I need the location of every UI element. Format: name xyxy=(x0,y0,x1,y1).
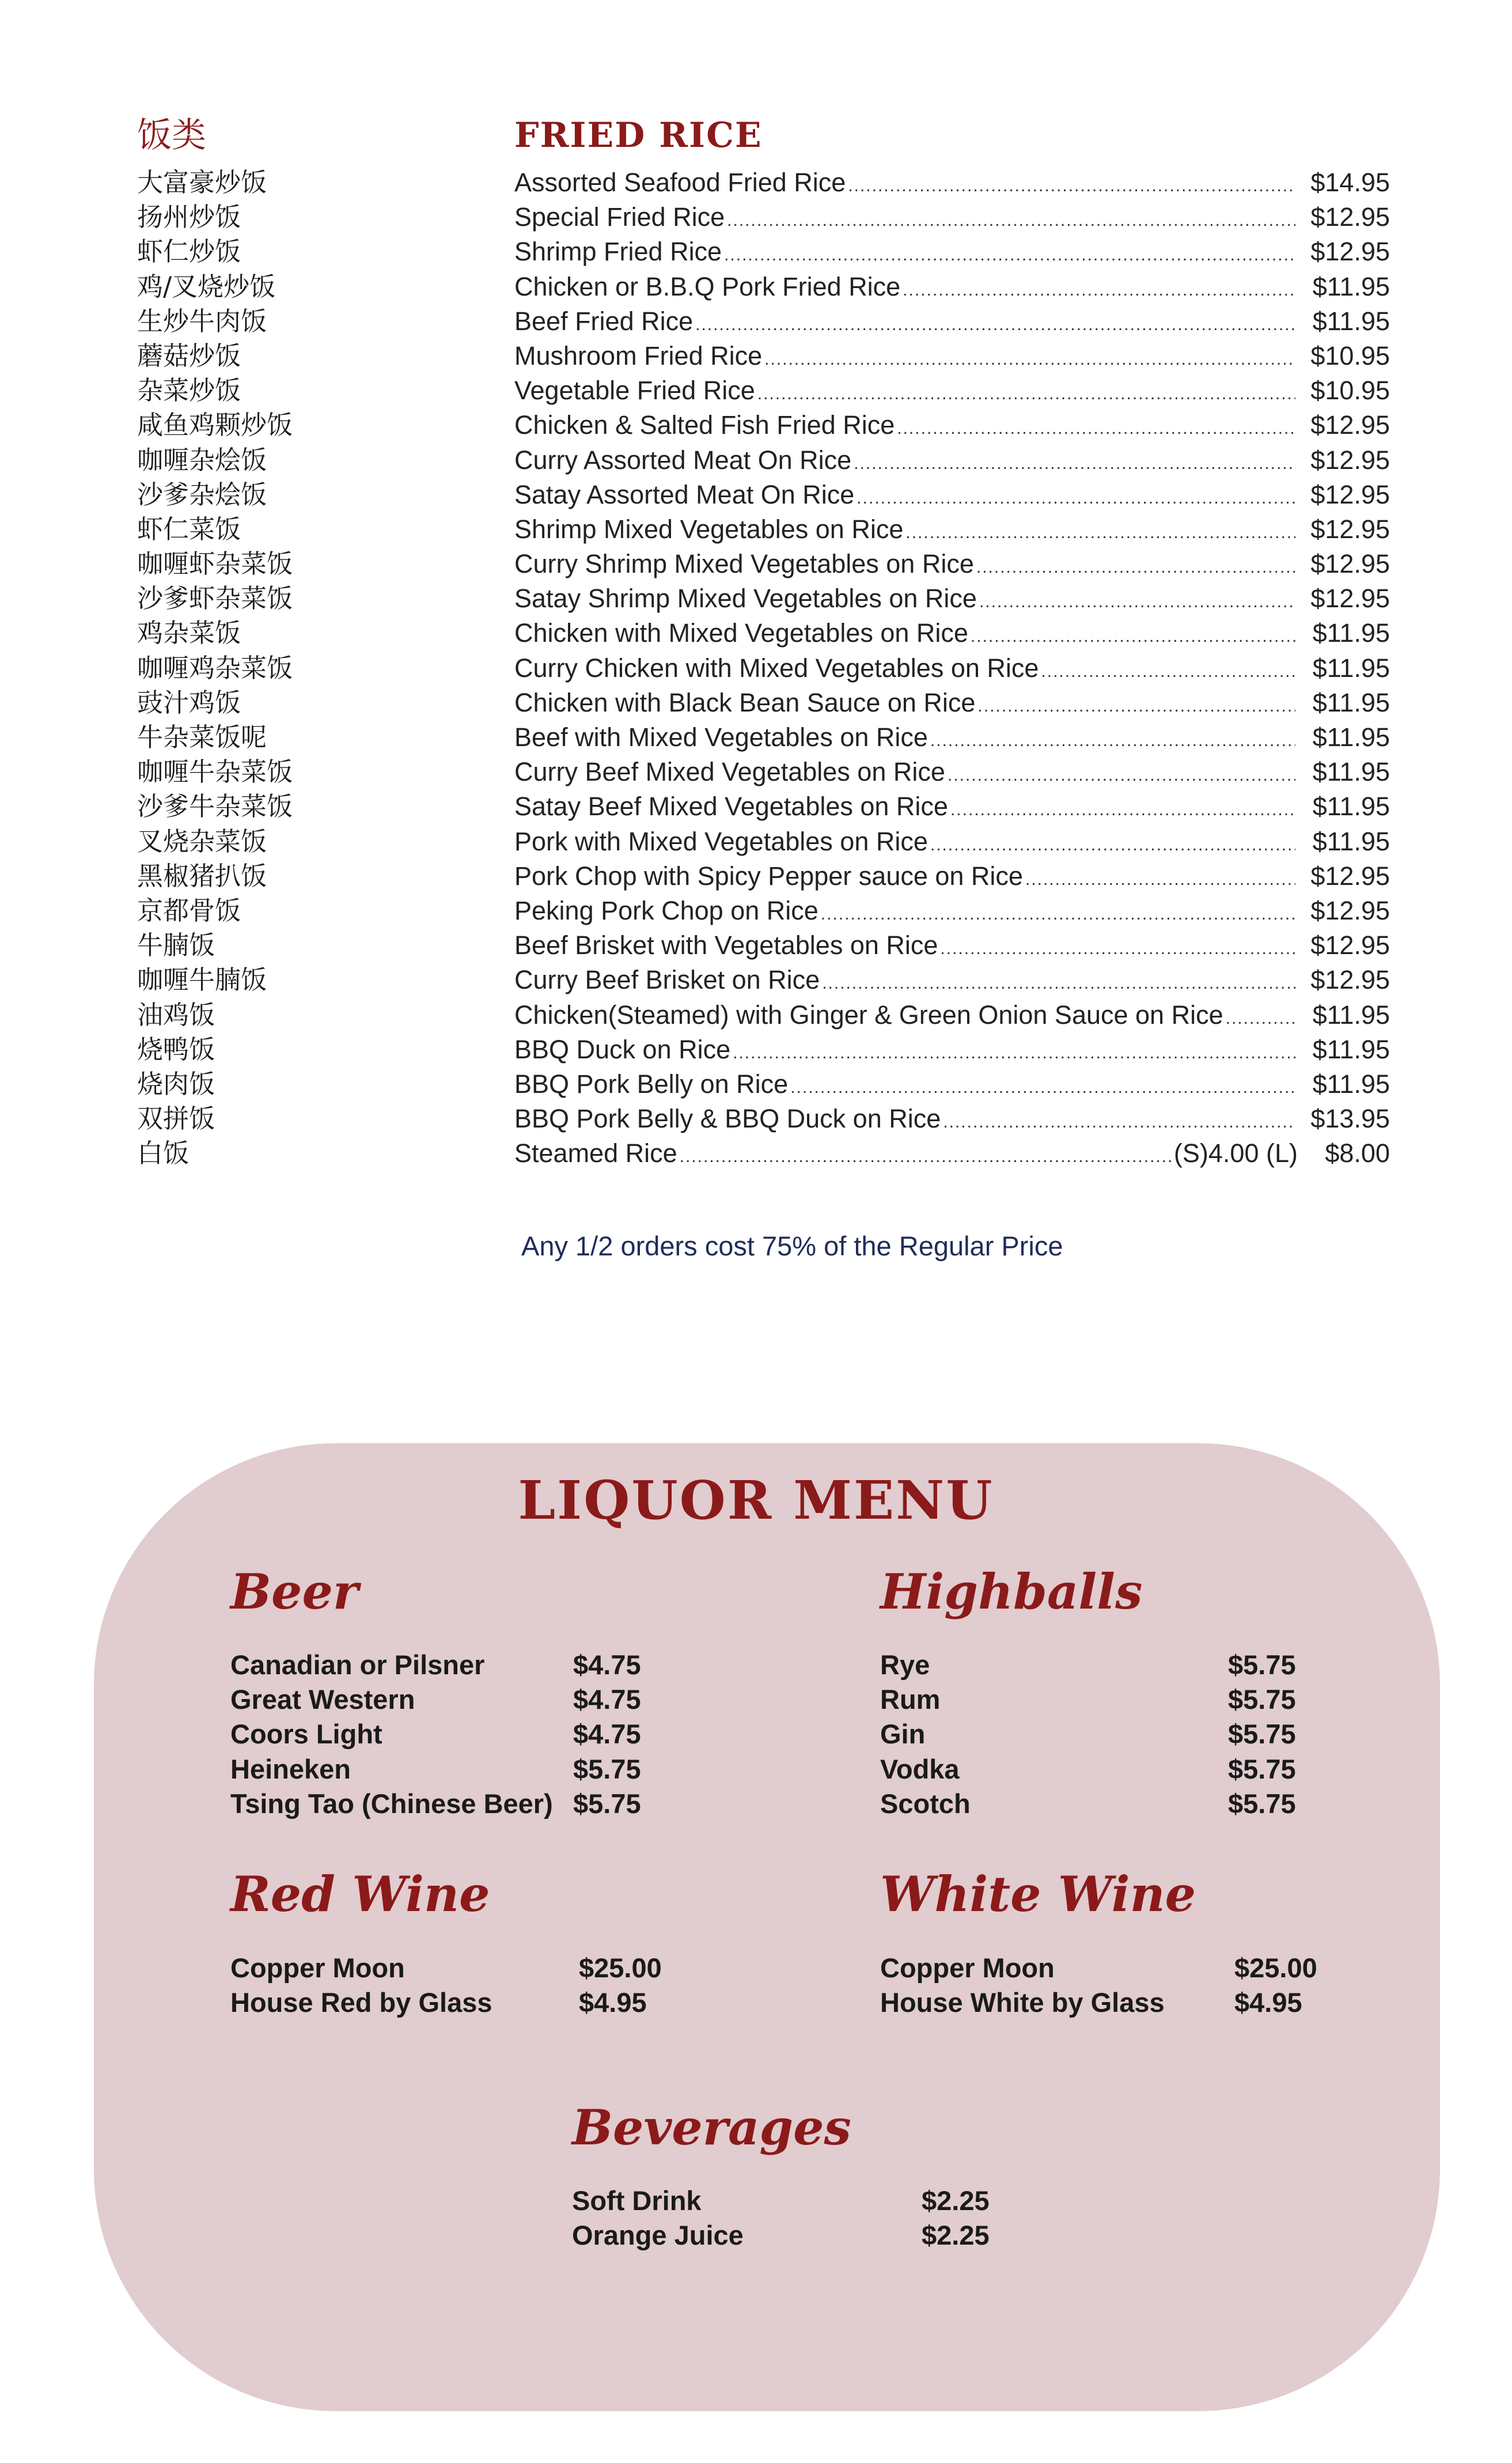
dish-chinese-name: 咖喱牛腩饭 xyxy=(137,964,267,996)
dish-english-name: Shrimp Mixed Vegetables on Rice xyxy=(514,514,904,544)
dish-english-name: Chicken & Salted Fish Fried Rice xyxy=(514,410,895,440)
dish-english-name: Peking Pork Chop on Rice xyxy=(514,895,818,925)
dot-leader xyxy=(854,454,1295,474)
dish-english-name: Steamed Rice xyxy=(514,1138,677,1168)
white-wine-title: White Wine xyxy=(880,1866,1196,1923)
rice-menu-row xyxy=(137,924,1390,961)
dish-chinese-name: 咖喱鸡杂菜饭 xyxy=(137,652,293,683)
dish-chinese-name: 鸡杂菜饭 xyxy=(137,618,241,649)
dish-english-line xyxy=(514,410,1298,440)
dish-english-line xyxy=(514,480,1298,510)
dish-english-name: BBQ Pork Belly & BBQ Duck on Rice xyxy=(514,1104,941,1134)
dish-chinese-name: 双拼饭 xyxy=(137,1103,215,1134)
dish-english-line xyxy=(514,861,1298,891)
rice-menu-row xyxy=(137,716,1390,752)
drink-name: Copper Moon xyxy=(230,1953,405,1983)
rice-menu-row xyxy=(137,161,1390,198)
drink-row xyxy=(230,1753,641,1788)
dish-price: $8.00 xyxy=(1325,1138,1390,1168)
drink-price: $4.75 xyxy=(573,1649,641,1680)
dish-english-line xyxy=(514,688,1298,718)
dish-price: $12.95 xyxy=(1310,237,1390,267)
dot-leader xyxy=(695,315,1295,335)
dish-english-name: Mushroom Fried Rice xyxy=(514,340,763,370)
dish-english-name: Curry Beef Mixed Vegetables on Rice xyxy=(514,757,945,787)
rice-menu-row xyxy=(137,369,1390,406)
drink-price: $5.75 xyxy=(1228,1753,1296,1784)
drink-row xyxy=(880,1788,1296,1822)
dish-price: $11.95 xyxy=(1312,653,1390,683)
drink-name: Vodka xyxy=(880,1753,960,1784)
dish-english-line xyxy=(514,653,1298,683)
highballs-title: Highballs xyxy=(880,1563,1143,1620)
dish-english-name: Beef with Mixed Vegetables on Rice xyxy=(514,722,928,752)
dish-english-line xyxy=(514,307,1298,336)
dish-price: $13.95 xyxy=(1310,1104,1390,1134)
drink-row xyxy=(230,1649,641,1683)
beer-list xyxy=(230,1649,641,1822)
drink-row xyxy=(880,1649,1296,1683)
drink-row xyxy=(230,1987,662,2021)
dot-leader xyxy=(977,697,1295,716)
dish-chinese-name: 黑椒猪扒饭 xyxy=(137,860,267,891)
drink-row xyxy=(230,1788,641,1822)
drink-name: Rye xyxy=(880,1649,930,1680)
rice-menu-row xyxy=(137,1028,1390,1065)
liquor-menu-title: LIQUOR MENU xyxy=(518,1469,994,1531)
drink-price: $5.75 xyxy=(1228,1719,1296,1750)
dish-english-line xyxy=(514,549,1298,579)
dish-price: $11.95 xyxy=(1312,1034,1390,1064)
dish-english-line xyxy=(514,1138,1298,1168)
rice-menu-row xyxy=(137,1132,1390,1169)
drink-row xyxy=(230,1952,662,1987)
dish-english-line xyxy=(514,1035,1298,1065)
dish-english-line xyxy=(514,792,1298,822)
rice-menu-row xyxy=(137,300,1390,336)
dish-price: $11.95 xyxy=(1312,722,1390,752)
drink-row xyxy=(880,1987,1317,2021)
dish-price: $11.95 xyxy=(1312,306,1390,336)
rice-menu-row xyxy=(137,1063,1390,1099)
dot-leader xyxy=(1025,870,1295,890)
dish-english-name: Shrimp Fried Rice xyxy=(514,237,722,267)
dish-english-line xyxy=(514,168,1298,198)
drink-row xyxy=(880,1718,1296,1753)
rice-menu-row xyxy=(137,682,1390,718)
dish-english-name: Beef Fried Rice xyxy=(514,306,694,336)
dish-english-line xyxy=(514,757,1298,787)
dish-chinese-name: 生炒牛肉饭 xyxy=(137,305,267,336)
dish-chinese-name: 油鸡饭 xyxy=(137,999,215,1030)
dish-chinese-name: 牛腩饭 xyxy=(137,930,215,961)
beer-title: Beer xyxy=(230,1563,359,1620)
rice-menu-row xyxy=(137,577,1390,614)
rice-menu-row xyxy=(137,439,1390,475)
drink-price: $25.00 xyxy=(1234,1953,1317,1983)
dish-english-name: Satay Assorted Meat On Rice xyxy=(514,479,855,509)
dish-price: $12.95 xyxy=(1310,930,1390,960)
dish-size-prices: (S)4.00 (L) xyxy=(1173,1138,1298,1168)
dot-leader xyxy=(857,489,1295,508)
rice-menu-row xyxy=(137,751,1390,788)
dish-english-line xyxy=(514,1000,1298,1030)
drink-name: Coors Light xyxy=(230,1719,382,1750)
drink-price: $2.25 xyxy=(922,2185,990,2216)
drink-name: Rum xyxy=(880,1684,941,1715)
dish-chinese-name: 沙爹杂烩饭 xyxy=(137,479,267,510)
red-wine-list xyxy=(230,1952,662,2021)
drink-name: Canadian or Pilsner xyxy=(230,1649,485,1680)
rice-menu-row xyxy=(137,335,1390,371)
rice-menu-row xyxy=(137,785,1390,822)
dish-price: $12.95 xyxy=(1310,861,1390,891)
rice-menu-list xyxy=(137,161,1390,1169)
drink-name: Heineken xyxy=(230,1753,351,1784)
dot-leader xyxy=(948,766,1295,785)
dish-chinese-name: 沙爹虾杂菜饭 xyxy=(137,583,293,614)
dish-english-line xyxy=(514,445,1298,475)
dish-price: $14.95 xyxy=(1310,168,1390,197)
dish-chinese-name: 沙爹牛杂菜饭 xyxy=(137,791,293,822)
dish-english-name: Chicken or B.B.Q Pork Fried Rice xyxy=(514,271,901,301)
drink-price: $4.95 xyxy=(1234,1987,1302,2018)
dish-chinese-name: 白饭 xyxy=(137,1138,190,1169)
drink-price: $4.75 xyxy=(573,1719,641,1750)
dish-chinese-name: 咖喱牛杂菜饭 xyxy=(137,756,293,788)
dish-price: $12.95 xyxy=(1310,445,1390,475)
dish-english-line xyxy=(514,965,1298,995)
rice-menu-row xyxy=(137,543,1390,580)
rice-menu-row xyxy=(137,404,1390,441)
dot-leader xyxy=(727,211,1295,230)
dot-leader xyxy=(930,835,1295,855)
dot-leader xyxy=(976,558,1295,577)
rice-menu-row xyxy=(137,647,1390,683)
half-order-note: Any 1/2 orders cost 75% of the Regular Price xyxy=(521,1231,1063,1261)
dish-chinese-name: 牛杂菜饭呢 xyxy=(137,722,267,752)
drink-name: Great Western xyxy=(230,1684,415,1715)
dot-leader xyxy=(848,176,1295,196)
dot-leader xyxy=(903,281,1295,300)
rice-menu-row xyxy=(137,994,1390,1030)
dish-english-line xyxy=(514,896,1298,926)
dish-price: $11.95 xyxy=(1312,687,1390,717)
dish-english-line xyxy=(514,237,1298,267)
rice-menu-row xyxy=(137,1098,1390,1134)
dish-english-line xyxy=(514,341,1298,371)
dot-leader xyxy=(950,800,1295,820)
dish-chinese-name: 咖喱杂烩饭 xyxy=(137,444,267,475)
dish-price: $12.95 xyxy=(1310,895,1390,925)
white-wine-list xyxy=(880,1952,1317,2021)
drink-row xyxy=(880,1753,1296,1788)
beverages-title: Beverages xyxy=(572,2099,851,2156)
drink-price: $5.75 xyxy=(1228,1649,1296,1680)
dish-price: $11.95 xyxy=(1312,826,1390,856)
dot-leader xyxy=(764,350,1295,369)
dish-english-name: Curry Beef Brisket on Rice xyxy=(514,965,820,995)
dot-leader xyxy=(905,523,1295,543)
dish-english-name: Chicken(Steamed) with Ginger & Green Onion Sauce on Rice xyxy=(514,1000,1223,1030)
dot-leader xyxy=(971,627,1295,646)
dish-chinese-name: 鸡/叉烧炒饭 xyxy=(137,271,276,302)
drink-row xyxy=(572,2219,990,2254)
dish-price: $11.95 xyxy=(1312,271,1390,301)
dish-english-name: Satay Shrimp Mixed Vegetables on Rice xyxy=(514,584,977,614)
dish-chinese-name: 京都骨饭 xyxy=(137,895,241,926)
dish-english-name: Assorted Seafood Fried Rice xyxy=(514,168,846,197)
dish-price: $12.95 xyxy=(1310,479,1390,509)
dish-chinese-name: 虾仁菜饭 xyxy=(137,513,241,544)
dish-chinese-name: 扬州炒饭 xyxy=(137,202,241,233)
dot-leader xyxy=(930,731,1295,751)
dish-price: $11.95 xyxy=(1312,792,1390,822)
dish-price: $10.95 xyxy=(1310,340,1390,370)
drink-price: $5.75 xyxy=(573,1753,641,1784)
dish-english-name: Satay Beef Mixed Vegetables on Rice xyxy=(514,792,948,822)
dish-price: $10.95 xyxy=(1310,376,1390,406)
rice-menu-row xyxy=(137,508,1390,544)
highballs-list xyxy=(880,1649,1296,1822)
dish-price: $12.95 xyxy=(1310,965,1390,995)
dot-leader xyxy=(1041,662,1295,682)
dish-english-line xyxy=(514,202,1298,232)
dish-english-line xyxy=(514,930,1298,960)
drink-name: House White by Glass xyxy=(880,1987,1165,2018)
dish-english-name: BBQ Pork Belly on Rice xyxy=(514,1069,789,1099)
drink-row xyxy=(572,2185,990,2219)
dot-leader xyxy=(680,1147,1172,1167)
dish-price: $12.95 xyxy=(1310,584,1390,614)
dish-english-name: Special Fried Rice xyxy=(514,202,725,232)
red-wine-title: Red Wine xyxy=(230,1866,490,1923)
drink-name: Tsing Tao (Chinese Beer) xyxy=(230,1788,553,1819)
dish-english-name: Pork Chop with Spicy Pepper sauce on Rice xyxy=(514,861,1023,891)
drink-row xyxy=(880,1952,1317,1987)
rice-menu-row xyxy=(137,890,1390,926)
dot-leader xyxy=(1226,1009,1295,1028)
drink-price: $25.00 xyxy=(579,1953,662,1983)
rice-section-chinese-title: 饭类 xyxy=(137,115,206,156)
rice-menu-row xyxy=(137,230,1390,267)
drink-name: Orange Juice xyxy=(572,2220,744,2251)
rice-menu-row xyxy=(137,266,1390,302)
drink-row xyxy=(230,1683,641,1718)
dish-english-name: Beef Brisket with Vegetables on Rice xyxy=(514,930,938,960)
dish-chinese-name: 烧肉饭 xyxy=(137,1068,215,1099)
rice-menu-row xyxy=(137,855,1390,891)
dish-chinese-name: 虾仁炒饭 xyxy=(137,236,241,267)
drink-row xyxy=(230,1718,641,1753)
dish-price: $11.95 xyxy=(1312,1000,1390,1030)
dish-price: $12.95 xyxy=(1310,410,1390,440)
dot-leader xyxy=(979,592,1295,612)
drink-name: Scotch xyxy=(880,1788,971,1819)
dot-leader xyxy=(790,1078,1295,1098)
dish-english-name: Curry Chicken with Mixed Vegetables on Rice xyxy=(514,653,1039,683)
drink-row xyxy=(880,1683,1296,1718)
dish-chinese-name: 豉汁鸡饭 xyxy=(137,687,241,718)
dish-price: $11.95 xyxy=(1312,1069,1390,1099)
drink-price: $5.75 xyxy=(573,1788,641,1819)
drink-price: $2.25 xyxy=(922,2220,990,2251)
rice-menu-row xyxy=(137,474,1390,510)
drink-price: $5.75 xyxy=(1228,1684,1296,1715)
dish-chinese-name: 咸鱼鸡颗炒饭 xyxy=(137,410,293,441)
dish-chinese-name: 大富豪炒饭 xyxy=(137,167,267,198)
dot-leader xyxy=(940,939,1295,959)
drink-name: Gin xyxy=(880,1719,926,1750)
dot-leader xyxy=(821,905,1295,924)
dish-english-name: Curry Shrimp Mixed Vegetables on Rice xyxy=(514,549,974,579)
beverages-list xyxy=(572,2185,990,2254)
dish-english-name: BBQ Duck on Rice xyxy=(514,1034,731,1064)
dish-english-line xyxy=(514,376,1298,406)
dot-leader xyxy=(943,1113,1295,1132)
dot-leader xyxy=(733,1043,1295,1063)
dish-english-line xyxy=(514,722,1298,752)
dish-price: $11.95 xyxy=(1312,757,1390,787)
drink-price: $5.75 xyxy=(1228,1788,1296,1819)
dish-chinese-name: 杂菜炒饭 xyxy=(137,375,241,406)
dish-price: $12.95 xyxy=(1310,549,1390,579)
dot-leader xyxy=(822,974,1295,993)
dish-price: $11.95 xyxy=(1312,618,1390,648)
drink-name: Soft Drink xyxy=(572,2185,702,2216)
rice-section-english-title: FRIED RICE xyxy=(514,115,763,156)
dish-english-name: Pork with Mixed Vegetables on Rice xyxy=(514,826,928,856)
drink-price: $4.75 xyxy=(573,1684,641,1715)
dish-english-line xyxy=(514,514,1298,544)
dish-english-name: Curry Assorted Meat On Rice xyxy=(514,445,852,475)
dot-leader xyxy=(897,419,1295,438)
dish-english-name: Chicken with Mixed Vegetables on Rice xyxy=(514,618,968,648)
rice-menu-row xyxy=(137,612,1390,649)
dot-leader xyxy=(724,245,1295,265)
drink-price: $4.95 xyxy=(579,1987,647,2018)
dish-english-line xyxy=(514,272,1298,302)
dish-english-line xyxy=(514,584,1298,614)
dish-english-line xyxy=(514,827,1298,857)
rice-menu-row xyxy=(137,196,1390,233)
rice-menu-row xyxy=(137,820,1390,857)
dish-english-line xyxy=(514,618,1298,648)
dish-chinese-name: 蘑菇炒饭 xyxy=(137,340,241,371)
dish-english-name: Vegetable Fried Rice xyxy=(514,376,755,406)
dish-english-line xyxy=(514,1069,1298,1099)
dish-english-line xyxy=(514,1104,1298,1134)
dish-chinese-name: 烧鸭饭 xyxy=(137,1034,215,1065)
drink-name: Copper Moon xyxy=(880,1953,1055,1983)
rice-menu-row xyxy=(137,959,1390,996)
dish-chinese-name: 咖喱虾杂菜饭 xyxy=(137,548,293,580)
dot-leader xyxy=(757,384,1295,404)
dish-price: $12.95 xyxy=(1310,514,1390,544)
drink-name: House Red by Glass xyxy=(230,1987,492,2018)
dish-price: $12.95 xyxy=(1310,202,1390,232)
dish-chinese-name: 叉烧杂菜饭 xyxy=(137,826,267,857)
dish-english-name: Chicken with Black Bean Sauce on Rice xyxy=(514,687,976,717)
